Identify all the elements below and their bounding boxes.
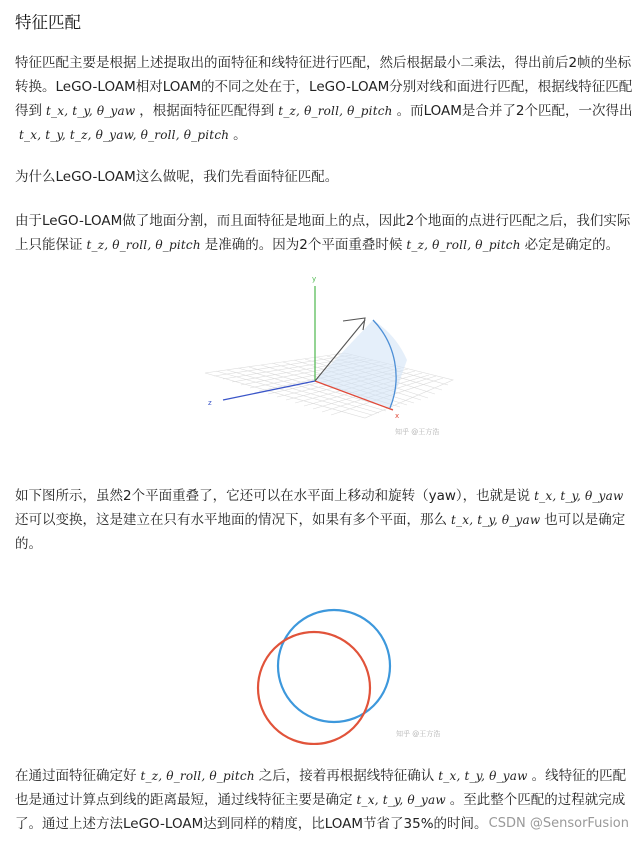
text: 之后，接着再根据线特征确认: [258, 768, 435, 784]
z-axis: [223, 381, 315, 400]
paragraph-ground: [15, 209, 633, 257]
text: 。线特征的匹配也是通过计算点到线的距离最短，通过线特征主要是确定: [15, 768, 627, 808]
z-axis-label: z: [208, 399, 212, 407]
math-txtyyaw: t_x, t_y, θ_yaw: [356, 793, 446, 807]
figure-watermark: 知乎 @王方浩: [396, 730, 441, 738]
circle-red: [258, 632, 370, 744]
x-axis-label: x: [395, 412, 400, 420]
circle-blue: [278, 610, 390, 722]
paragraph-why: 为什么LeGO-LOAM这么做呢，我们先看面特征匹配。: [15, 169, 339, 185]
math-tzrollpitch: t_z, θ_roll, θ_pitch: [278, 104, 393, 118]
text: 如下图所示，虽然2个平面重叠了，它还可以在水平面上移动和旋转（yaw），也就是说: [15, 488, 531, 504]
math-tzrollpitch: t_z, θ_roll, θ_pitch: [140, 769, 255, 783]
text: 。至此整个匹配的过程就完成了。通过上述方法LeGO-LOAM达到同样的精度，比LOAM节省了35%的时间。: [15, 792, 626, 832]
text: 还可以变换，这是建立在只有水平地面的情况下，如果有多个平面，那么: [15, 512, 447, 528]
figure-3d-axes: [195, 268, 455, 438]
text: 由于LeGO-LOAM做了地面分割，而且面特征是地面上的点，因此2个地面的点进行匹配之后，我们实际上只能保证: [15, 213, 631, 253]
text: 。而LOAM是合并了2个匹配，一次得出: [396, 103, 633, 119]
text: 特征匹配主要是根据上述提取出的面特征和线特征进行匹配，然后根据最小二乘法，得出前后2帧的坐标转换。LeGO-LOAM相对LOAM的不同之处在于，LeGO-LOAM分别对线和面进行匹配，根据线特征匹配得到: [15, 55, 633, 119]
section-heading: 特征匹配: [15, 13, 81, 32]
math-txtyyaw: t_x, t_y, θ_yaw: [46, 104, 136, 118]
figure-watermark: 知乎 @王方浩: [395, 428, 440, 436]
text: 在通过面特征确定好: [15, 768, 137, 784]
math-txtyyaw: t_x, t_y, θ_yaw: [438, 769, 528, 783]
figure-overlapping-circles: [250, 585, 450, 745]
math-all-six: t_x, t_y, t_z, θ_yaw, θ_roll, θ_pitch: [19, 128, 230, 142]
text: 是准确的。因为2个平面重叠时候: [204, 237, 403, 253]
math-txtyyaw: t_x, t_y, θ_yaw: [451, 513, 541, 527]
math-txtyyaw: t_x, t_y, θ_yaw: [534, 489, 624, 503]
csdn-watermark: CSDN @SensorFusion: [488, 816, 629, 831]
text: 也可以是确定的。: [15, 512, 626, 552]
paragraph-intro: [15, 51, 633, 147]
math-tzrollpitch: t_z, θ_roll, θ_pitch: [86, 238, 201, 252]
text: ，根据面特征匹配得到: [139, 103, 275, 119]
paragraph-yaw: [15, 484, 633, 556]
text: 。: [233, 127, 247, 143]
y-axis-label: y: [312, 275, 317, 283]
math-tzrollpitch: t_z, θ_roll, θ_pitch: [406, 238, 521, 252]
text: 必定是确定的。: [524, 237, 620, 253]
